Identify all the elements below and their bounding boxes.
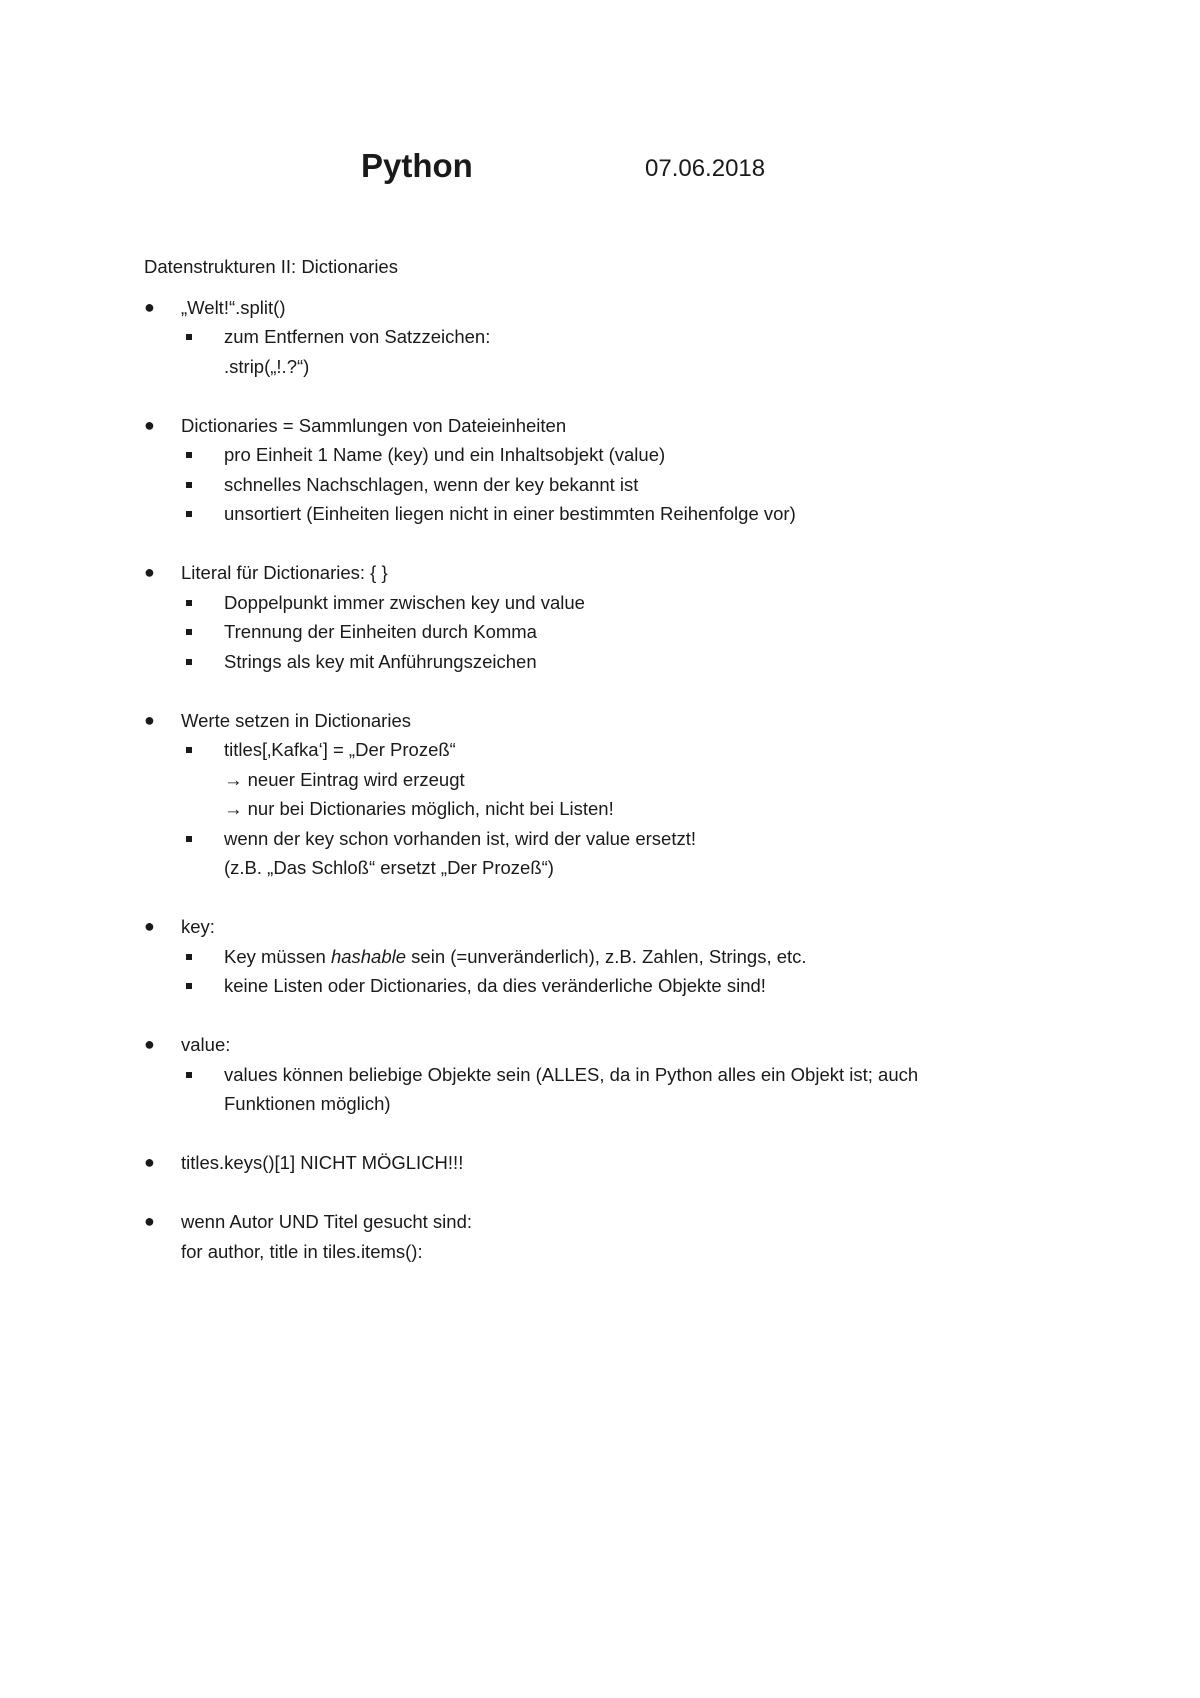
bullet-dot-icon: ● bbox=[144, 296, 155, 317]
bullet-square-icon bbox=[186, 836, 192, 842]
list-item bbox=[144, 411, 1094, 529]
sub-item-text: Strings als key mit Anführungszeichen bbox=[224, 650, 537, 672]
bullet-square-icon bbox=[186, 629, 192, 635]
bullet-square-icon bbox=[186, 482, 192, 488]
sub-list-item bbox=[181, 647, 1094, 677]
list-item-text: Werte setzen in Dictionaries bbox=[181, 709, 411, 731]
list-item bbox=[144, 706, 1094, 883]
bullet-dot-icon: ● bbox=[144, 709, 155, 730]
list-item bbox=[144, 912, 1094, 1001]
bullet-square-icon bbox=[186, 511, 192, 517]
emphasized-term: hashable bbox=[330, 945, 407, 967]
sub-item-text: unsortiert (Einheiten liegen nicht in einer bestimmten Reihenfolge vor) bbox=[224, 503, 796, 524]
sub-item-continuation: → neuer Eintrag wird erzeugt bbox=[224, 768, 465, 790]
list-item-text: Literal für Dictionaries: { } bbox=[181, 562, 388, 583]
blank-line bbox=[144, 1119, 1094, 1149]
sub-item-text bbox=[224, 942, 1094, 972]
page-date: 07.06.2018 bbox=[645, 155, 766, 182]
bullet-dot-icon: ● bbox=[144, 1152, 155, 1172]
sub-item-text: values können beliebige Objekte sein (ALLES, da in Python alles ein Objekt ist; auch Funktionen möglich) bbox=[224, 1063, 919, 1114]
section-heading: Datenstrukturen II: Dictionaries bbox=[144, 256, 398, 277]
sub-item-text: pro Einheit 1 Name (key) und ein Inhaltsobjekt (value) bbox=[224, 444, 666, 465]
sub-item-continuation: (z.B. „Das Schloß“ ersetzt „Der Prozeß“) bbox=[224, 857, 554, 878]
sub-item-text: Trennung der Einheiten durch Komma bbox=[224, 621, 537, 642]
sub-item-continuation: .strip(„!.?“) bbox=[224, 355, 310, 377]
sub-list-item bbox=[181, 499, 1094, 529]
bullet-dot-icon: ● bbox=[144, 414, 155, 435]
list-item-continuation: for author, title in tiles.items(): bbox=[181, 1240, 423, 1262]
sub-item-text: schnelles Nachschlagen, wenn der key bekannt ist bbox=[224, 473, 639, 495]
sub-list-item bbox=[181, 470, 1094, 500]
sub-list-item bbox=[181, 942, 1094, 972]
list-item-text: value: bbox=[181, 1034, 231, 1055]
list-item-text: titles.keys()[1] NICHT MÖGLICH!!! bbox=[181, 1152, 464, 1173]
notes-body bbox=[144, 252, 1094, 1266]
sub-item-text: wenn der key schon vorhanden ist, wird der value ersetzt! bbox=[224, 827, 696, 849]
sub-list-item bbox=[181, 617, 1094, 647]
sub-item-text: titles[‚Kafka‘] = „Der Prozeß“ bbox=[224, 739, 456, 760]
sub-list-item bbox=[181, 322, 1094, 381]
sub-item-text-part: sein (=unveränderlich), z.B. Zahlen, Strings, etc. bbox=[406, 945, 807, 967]
list-item-text: „Welt!“.split() bbox=[181, 296, 286, 318]
bullet-dot-icon: ● bbox=[144, 916, 155, 936]
list-item-text: Dictionaries = Sammlungen von Dateieinheiten bbox=[181, 414, 567, 436]
page-title: Python bbox=[361, 147, 473, 184]
list-item bbox=[144, 293, 1094, 382]
list-item bbox=[144, 1207, 1094, 1266]
list-item-text: wenn Autor UND Titel gesucht sind: bbox=[181, 1211, 473, 1232]
bullet-square-icon bbox=[186, 1072, 192, 1078]
bullet-dot-icon: ● bbox=[144, 1211, 155, 1231]
sub-item-text: zum Entfernen von Satzzeichen: bbox=[224, 326, 491, 347]
sub-list-item bbox=[181, 440, 1094, 470]
sub-list-item bbox=[181, 1060, 1094, 1119]
list-item bbox=[144, 558, 1094, 676]
bullet-square-icon bbox=[186, 954, 192, 960]
bullet-square-icon bbox=[186, 747, 192, 753]
bullet-square-icon bbox=[186, 600, 192, 606]
list-item bbox=[144, 1148, 1094, 1178]
sub-list-item bbox=[181, 735, 1094, 824]
sub-item-continuation: → nur bei Dictionaries möglich, nicht bei Listen! bbox=[224, 798, 614, 819]
bullet-square-icon bbox=[186, 983, 192, 989]
list-item-text: key: bbox=[181, 916, 215, 937]
bullet-dot-icon: ● bbox=[144, 562, 155, 582]
bullet-square-icon bbox=[186, 659, 192, 665]
sub-item-text: keine Listen oder Dictionaries, da dies veränderliche Objekte sind! bbox=[224, 975, 766, 996]
bullet-dot-icon: ● bbox=[144, 1034, 155, 1054]
sub-list-item bbox=[181, 824, 1094, 883]
list-item bbox=[144, 1030, 1094, 1119]
sub-list-item bbox=[181, 588, 1094, 618]
sub-item-text: Doppelpunkt immer zwischen key und value bbox=[224, 591, 585, 613]
bullet-square-icon bbox=[186, 452, 192, 458]
sub-item-text-part: Key müssen bbox=[224, 945, 331, 967]
bullet-square-icon bbox=[186, 334, 192, 340]
sub-list-item bbox=[181, 971, 1094, 1001]
